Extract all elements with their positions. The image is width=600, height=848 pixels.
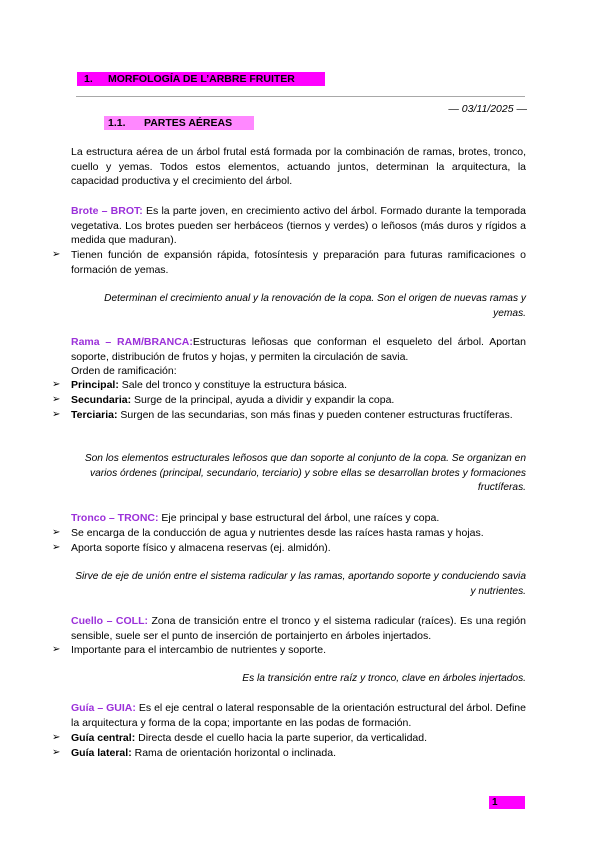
tronco-bullet-1 [52,526,526,541]
rama-bullet-secundaria-label: Secundaria: [71,394,132,406]
tronco-bullet-2-text: Aporta soporte físico y almacena reservas (ej. almidón). [71,542,331,554]
rama-bullet-terciaria-text: Surgen de las secundarias, son más finas y pueden contener estructuras fructíferas. [117,409,513,421]
rama-bullet-principal-label: Principal: [71,379,119,391]
rama-paragraph [71,335,526,364]
heading-1-text: MORFOLOGÍA DE L’ARBRE FRUITER [108,73,295,85]
heading-2-number: 1.1. [108,117,126,129]
rama-bullet-terciaria-label: Terciaria: [71,409,118,421]
rama-text: Estructuras leñosas que conforman el esqueleto del árbol. Aportan soporte, distribución de frutos y hojas, y permiten la circulación de savia. [71,336,526,363]
tronco-term: Tronco – TRONC: [71,512,159,524]
cuello-bullet-1-text: Importante para el intercambio de nutrientes y soporte. [71,644,327,656]
rama-bullet-secundaria [52,393,526,408]
tronco-summary: Sirve de eje de unión entre el sistema radicular y las ramas, aportando soporte y conduciendo savia y nutrientes. [75,571,526,597]
brote-bullet-1 [52,248,526,277]
tronco-text: Eje principal y base estructural del árbol, une raíces y copa. [158,512,440,524]
heading-2 [104,116,254,130]
arrow-bullet-icon: ➢ [52,394,61,405]
rama-order-label: Orden de ramificación: [71,365,177,377]
arrow-bullet-icon: ➢ [52,732,61,743]
rama-bullet-terciaria [52,408,526,423]
arrow-bullet-icon: ➢ [52,379,61,390]
rama-bullet-principal [52,378,526,393]
guia-term: Guía – GUIA: [71,702,136,714]
tronco-paragraph [71,511,526,526]
guia-bullet-central [52,731,526,746]
arrow-bullet-icon: ➢ [52,249,61,260]
brote-term: Brote – BROT: [71,205,143,217]
heading-1-number: 1. [84,73,93,85]
cuello-summary: Es la transición entre raíz y tronco, clave en árboles injertados. [242,673,526,684]
brote-text: Es la parte joven, en crecimiento activo del árbol. Formado durante la temporada vegetativa. Los brotes pueden ser herbáceos (tiernos y verdes) o leñosos (más duros y rígidos a medida que maduran). [71,205,526,246]
heading-2-text: PARTES AÉREAS [144,117,233,129]
guia-bullet-central-text: Directa desde el cuello hacia la parte superior, da verticalidad. [135,732,428,744]
arrow-bullet-icon: ➢ [52,644,61,655]
arrow-bullet-icon: ➢ [52,409,61,420]
cuello-text: Zona de transición entre el tronco y el sistema radicular (raíces). Es una región sensible, suele ser el punto de inserción de portainjerto en árboles injertados. [71,615,526,642]
heading-divider [76,96,525,97]
date: — 03/11/2025 — [448,103,527,115]
brote-summary: Determinan el crecimiento anual y la renovación de la copa. Son el origen de nuevas ramas y yemas. [104,293,526,319]
heading-1 [77,72,325,86]
guia-text: Es el eje central o lateral responsable de la orientación estructural del árbol. Define la arquitectura y forma de la copa; importante en las podas de formación. [71,702,526,729]
arrow-bullet-icon: ➢ [52,747,61,758]
brote-paragraph [71,204,526,248]
cuello-paragraph [71,614,526,643]
guia-bullet-central-label: Guía central: [71,732,136,744]
guia-bullet-lateral-label: Guía lateral: [71,747,132,759]
tronco-bullet-1-text: Se encarga de la conducción de agua y nutrientes desde las raíces hasta ramas y hojas. [71,527,484,539]
tronco-bullet-2 [52,541,526,556]
brote-bullet-1-text: Tienen función de expansión rápida, fotosíntesis y preparación para futuras ramificaciones o formación de yemas. [71,249,526,276]
guia-paragraph [71,701,526,730]
intro-paragraph: La estructura aérea de un árbol frutal está formada por la combinación de ramas, brotes, tronco, cuello y yemas. Todos estos elementos, actuando juntos, determinan la arquitectura, la capacidad productiva y el crecimiento del árbol. [71,146,526,187]
rama-bullet-secundaria-text: Surge de la principal, ayuda a dividir y expandir la copa. [131,394,395,406]
arrow-bullet-icon: ➢ [52,527,61,538]
guia-bullet-lateral-text: Rama de orientación horizontal o inclinada. [131,747,336,759]
rama-summary: Son los elementos estructurales leñosos que dan soporte al conjunto de la copa. Se organizan en varios órdenes (principal, secundario, terciario) y sobre ellas se desarrollan brotes y formaciones fructíferas. [84,453,526,493]
page-number-text: 1 [492,797,498,808]
rama-bullet-principal-text: Sale del tronco y constituye la estructura básica. [118,379,348,391]
guia-bullet-lateral [52,746,526,761]
cuello-term: Cuello – COLL: [71,615,148,627]
page-number [489,796,525,809]
rama-term: Rama – RAM/BRANCA: [71,336,193,348]
cuello-bullet-1 [52,643,526,658]
arrow-bullet-icon: ➢ [52,542,61,553]
